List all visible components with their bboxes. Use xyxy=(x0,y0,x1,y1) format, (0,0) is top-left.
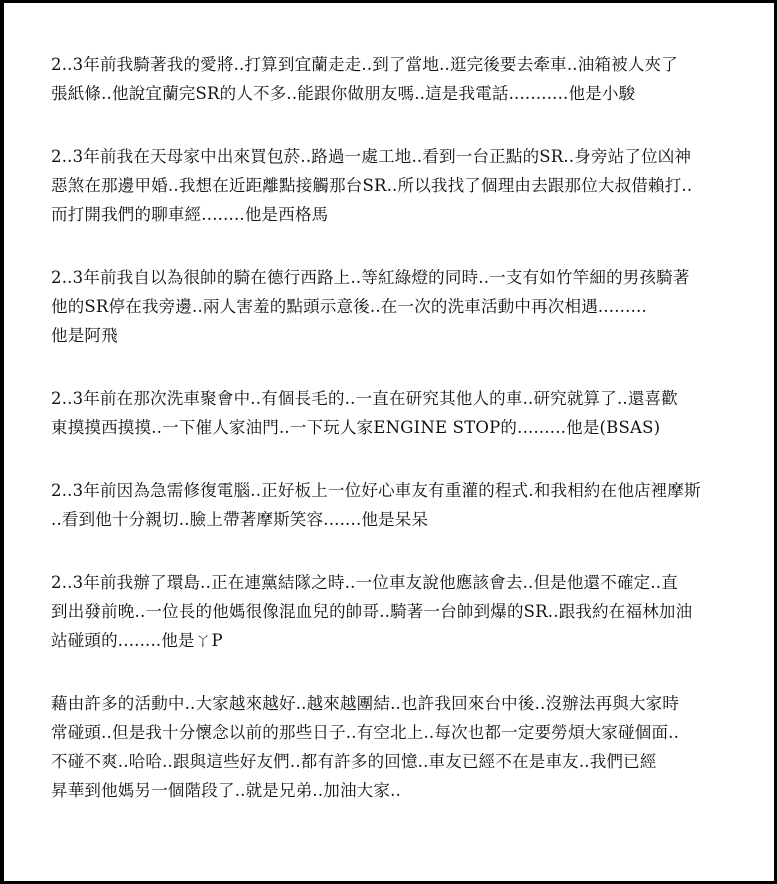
text-line: 他的SR停在我旁邊..兩人害羞的點頭示意後..在一次的洗車活動中再次相遇......... xyxy=(51,297,647,316)
text-line: 而打開我們的聊車經........他是西格馬 xyxy=(51,205,329,224)
paragraph-closing xyxy=(51,689,771,805)
text-line: 昇華到他媽另一個階段了..就是兄弟..加油大家.. xyxy=(51,781,401,800)
text-line: 2..3年前在那次洗車聚會中..有個長毛的..一直在研究其他人的車..研究就算了..還喜歡 xyxy=(51,389,678,408)
paragraph-bsas xyxy=(51,384,771,442)
text-line: 2..3年前我辦了環島..正在連黨結隊之時..一位車友說他應該會去..但是他還不確定..直 xyxy=(51,573,678,592)
document-body xyxy=(51,50,771,805)
paragraph-xiaojun xyxy=(51,50,771,108)
text-line: 常碰頭..但是我十分懷念以前的那些日子..有空北上..每次也都一定要勞煩大家碰個面.. xyxy=(51,723,680,742)
text-line: 2..3年前我在天母家中出來買包菸..路過一處工地..看到一台正點的SR..身旁站了位凶神 xyxy=(51,147,692,166)
text-line: 惡煞在那邊甲婚..我想在近距離點接觸那台SR..所以我找了個理由去跟那位大叔借賴打.. xyxy=(51,176,693,195)
text-line: ..看到他十分親切..臉上帶著摩斯笑容.......他是呆呆 xyxy=(51,510,429,529)
paragraph-daidai xyxy=(51,476,771,534)
text-line: 張紙條..他說宜蘭完SR的人不多..能跟你做朋友嗎..這是我電話...........他是小駿 xyxy=(51,84,636,103)
text-line: 東摸摸西摸摸..一下催人家油門..一下玩人家ENGINE STOP的.........他是(BSAS) xyxy=(51,418,661,437)
text-line: 藉由許多的活動中..大家越來越好..越來越團結..也許我回來台中後..沒辦法再與大家時 xyxy=(51,694,680,713)
text-line: 2..3年前我騎著我的愛將..打算到宜蘭走走..到了當地..逛完後要去牽車..油箱被人夾了 xyxy=(51,55,678,74)
text-line: 2..3年前因為急需修復電腦..正好板上一位好心車友有重灌的程式.和我相約在他店裡摩斯 xyxy=(51,481,701,500)
text-line: 到出發前晚..一位長的他媽很像混血兒的帥哥..騎著一台帥到爆的SR..跟我約在福林加油 xyxy=(51,602,693,621)
text-line: 站碰頭的........他是ㄚP xyxy=(51,631,223,650)
paragraph-sigma xyxy=(51,142,771,229)
text-line: 他是阿飛 xyxy=(51,326,118,345)
paragraph-yap xyxy=(51,568,771,655)
paragraph-afei xyxy=(51,263,771,350)
text-line: 不碰不爽..哈哈..跟與這些好友們..都有許多的回憶..車友已經不在是車友..我們已經 xyxy=(51,752,657,771)
text-line: 2..3年前我自以為很帥的騎在德行西路上..等紅綠燈的同時..一支有如竹竿細的男孩騎著 xyxy=(51,268,690,287)
